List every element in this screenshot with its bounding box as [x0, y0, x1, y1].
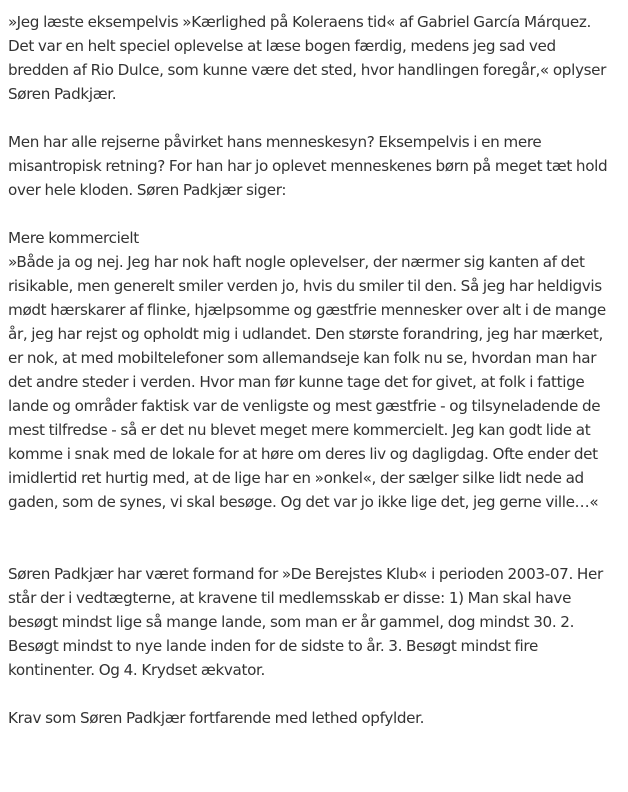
paragraph: Krav som Søren Padkjær fortfarende med lethed opfylder. [8, 709, 425, 727]
quote-section [8, 226, 620, 514]
subheading: Mere kommercielt [8, 229, 139, 247]
paragraph: »Jeg læste eksempelvis »Kærlighed på Koleraens tid« af Gabriel García Márquez. Det var en helt speciel oplevelse at læse bogen færdig, medens jeg sad ved bredden af Rio Dulce, som kunne være det sted, hvor handlingen foregår,« oplyser Søren Padkjær. [8, 13, 607, 103]
paragraph: Men har alle rejserne påvirket hans menneskesyn? Eksempelvis i en mere misantropisk retning? For han har jo oplevet menneskenes børn på meget tæt hold over hele kloden. Søren Padkjær siger: [8, 133, 608, 199]
paragraph: Søren Padkjær har været formand for »De Berejstes Klub« i perioden 2003-07. Her står der i vedtægterne, at kravene til medlemsskab er disse: 1) Man skal have besøgt mindst lige så mange lande, som man er år gammel, dog mindst 30. 2. Besøgt mindst to nye lande inden for de sidste to år. 3. Besøgt mindst fire kontinenter. Og 4. Krydset ækvator. [8, 565, 603, 679]
quote-text: »Både ja og nej. Jeg har nok haft nogle oplevelser, der nærmer sig kanten af det risikable, men generelt smiler verden jo, hvis du smiler til den. Så jeg har heldigvis mødt hærskarer af flinke, hjælpsomme og gæstfrie mennesker over alt i de mange år, jeg har rejst og opholdt mig i udlandet. Den største forandring, jeg har mærket, er nok, at med mobiltelefoner som allemandseje kan folk nu se, hvordan man har det andre steder i verden. Hvor man før kunne tage det for givet, at folk i fattige lande og områder faktisk var de venligste og mest gæstfrie - og tilsyneladende de mest tilfredse - så er det nu blevet meget mere kommercielt. Jeg kan godt lide at komme i snak med de lokale for at høre om deres liv og dagligdag. Ofte ender det imidlertid ret hurtig med, at de lige har en »onkel«, der sælger silke lidt nede ad gaden, som de synes, vi skal besøge. Og det var jo ikke lige det, jeg gerne ville…« [8, 253, 606, 511]
